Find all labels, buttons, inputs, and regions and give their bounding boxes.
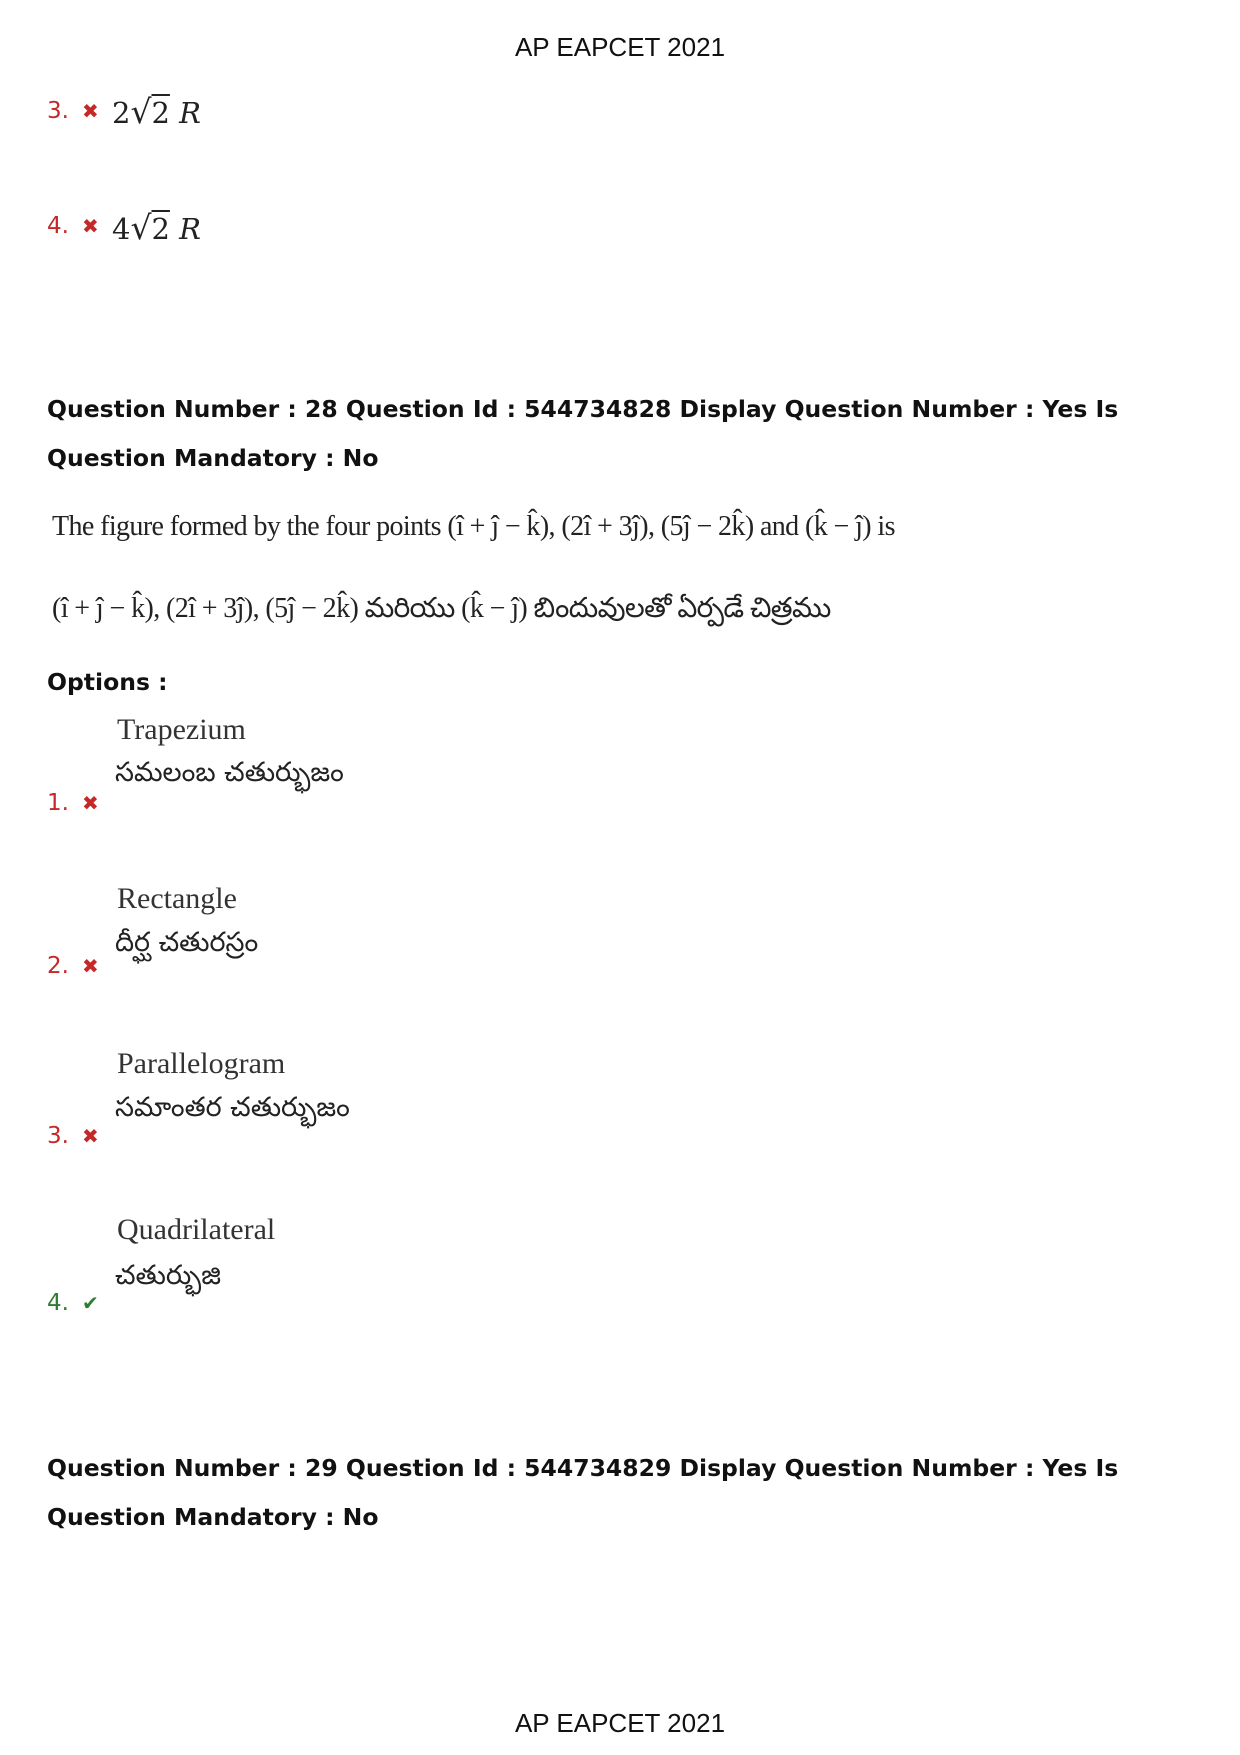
option-1-text-en: Trapezium [117,713,246,746]
option-number: 4. [47,1290,69,1316]
cross-icon: ✖ [82,791,99,815]
question-28-header: Question Number : 28 Question Id : 544734828 Display Question Number : Yes Is Question Mandatory : No [47,395,1119,472]
cross-icon: ✖ [82,99,99,123]
option-1-text-te: సమలంబ చతుర్భుజం [115,757,344,788]
option-number: 3. [47,1123,69,1149]
prev-option-3-formula [112,92,201,131]
page-footer: AP EAPCET 2021 [514,1708,726,1738]
option-4 [47,1290,99,1316]
sqrt-icon: √ [130,92,152,131]
option-3-text-te: సమాంతర చతుర్భుజం [115,1092,350,1123]
option-2-text-en: Rectangle [117,882,237,915]
question-28-text-te: (î + ĵ − k̂), (2î + 3ĵ), (5ĵ − 2k̂) మరియు (k̂ − ĵ) బిందువులతో ఏర్పడే చిత్రము [52,593,831,624]
option-3 [47,1123,99,1149]
sqrt-icon: √ [130,208,152,247]
option-number: 4. [47,213,69,239]
question-28-text-en: The figure formed by the four points (î + ĵ − k̂), (2î + 3ĵ), (5ĵ − 2k̂) and (k̂ − ĵ) is [52,511,895,542]
radicand: 2 [151,96,170,130]
option-number: 1. [47,790,69,816]
question-29-header: Question Number : 29 Question Id : 544734829 Display Question Number : Yes Is Question Mandatory : No [47,1454,1119,1531]
cross-icon: ✖ [82,954,99,978]
prev-option-4 [47,213,99,239]
cross-icon: ✖ [82,1124,99,1148]
option-number: 3. [47,98,69,124]
coefficient: 2 [112,96,131,130]
variable: R [179,212,201,246]
option-2-text-te: దీర్ఘ చతురస్రం [115,927,259,958]
options-label: Options : [47,668,168,696]
option-4-text-en: Quadrilateral [117,1213,276,1246]
option-2 [47,953,99,979]
option-number: 2. [47,953,69,979]
option-3-text-en: Parallelogram [117,1047,286,1080]
prev-option-4-formula [112,208,201,247]
radicand: 2 [151,212,170,246]
coefficient: 4 [112,212,131,246]
option-1 [47,790,99,816]
page-header: AP EAPCET 2021 [514,32,726,62]
cross-icon: ✖ [82,214,99,238]
variable: R [179,96,201,130]
prev-option-3 [47,98,99,124]
checkmark-icon: ✔ [82,1291,99,1315]
option-4-text-te: చతుర్భుజి [115,1260,221,1291]
